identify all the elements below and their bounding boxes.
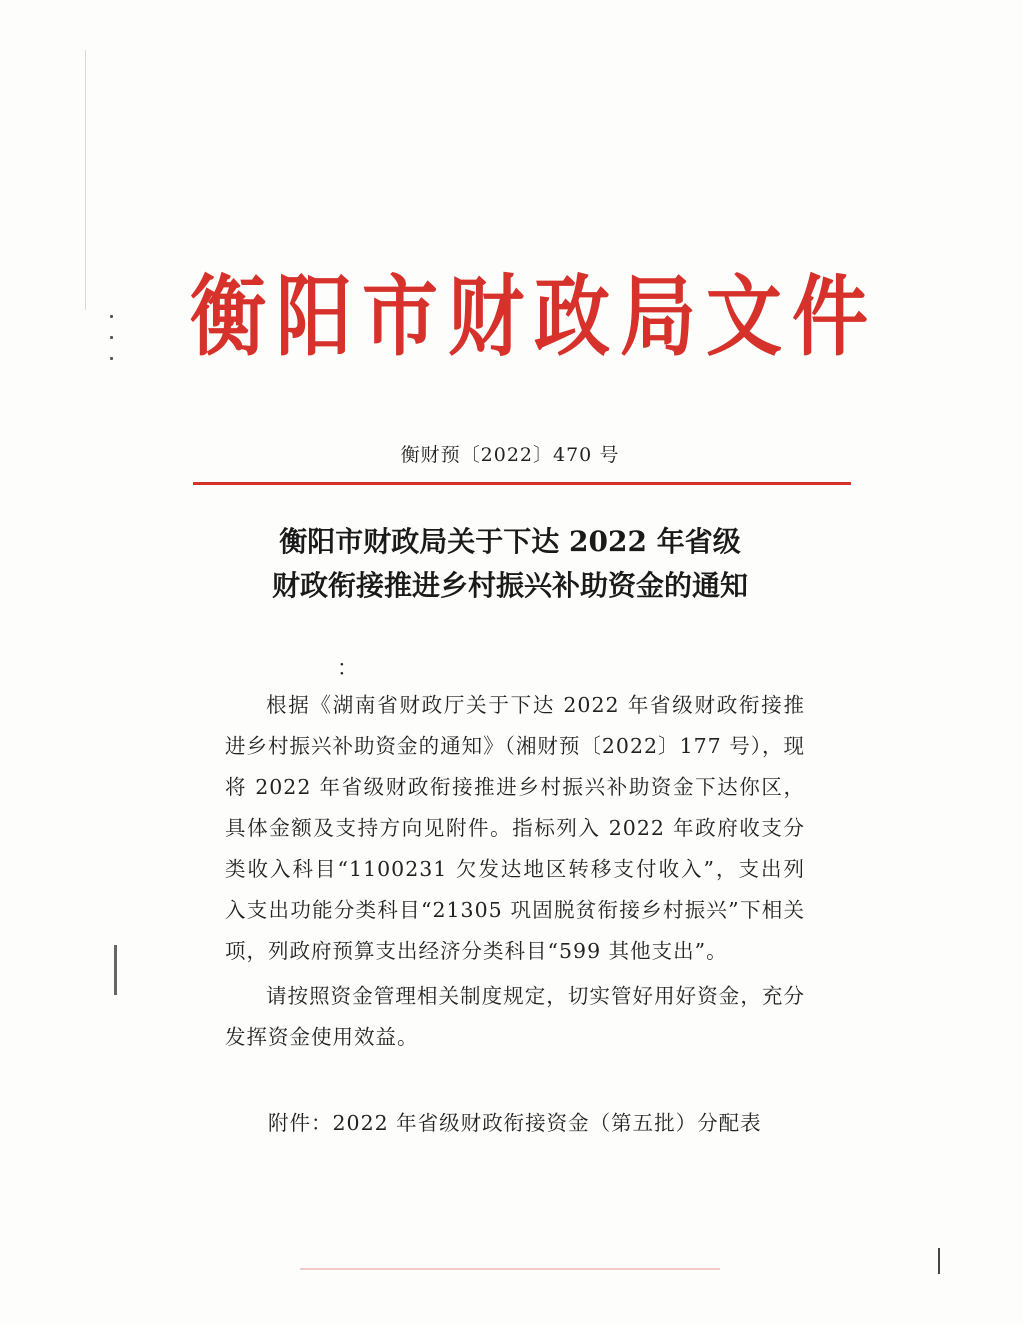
document-number: 衡财预〔2022〕470 号 (400, 444, 620, 466)
document-body (225, 685, 805, 1058)
scan-marks (110, 315, 116, 385)
document-title (210, 520, 810, 608)
bottom-bleed-line (300, 1268, 720, 1270)
body-paragraph-1: 根据《湖南省财政厅关于下达 2022 年省级财政衔接推进乡村振兴补助资金的通知》（湘财预〔2022〕177 号），现将 2022 年省级财政衔接推进乡村振兴补助资金下达你区，具体金额及支持方向见附件。指标列入 2022 年政府收支分类收入科目“1100231 欠发达地区转移支付收入”，支出列入支出功能分类科目“21305 巩固脱贫衔接乡村振兴”下相关项，列政府预算支出经济分类科目“599 其他支出”。 (225, 693, 805, 963)
title-line-2: 财政衔接推进乡村振兴补助资金的通知 (271, 569, 748, 602)
edge-mark (938, 1248, 940, 1274)
scan-margin-line (85, 50, 86, 310)
attachment-line: 附件：2022 年省级财政衔接资金（第五批）分配表 (268, 1111, 762, 1135)
binding-mark (114, 945, 117, 995)
body-paragraph-2: 请按照资金管理相关制度规定，切实管好用好资金，充分发挥资金使用效益。 (225, 984, 805, 1049)
salutation: ： (337, 656, 358, 680)
title-line-1: 衡阳市财政局关于下达 2022 年省级 (279, 525, 741, 558)
agency-header-title: 衡阳市财政局文件 (190, 265, 878, 368)
red-divider-rule (193, 482, 851, 485)
